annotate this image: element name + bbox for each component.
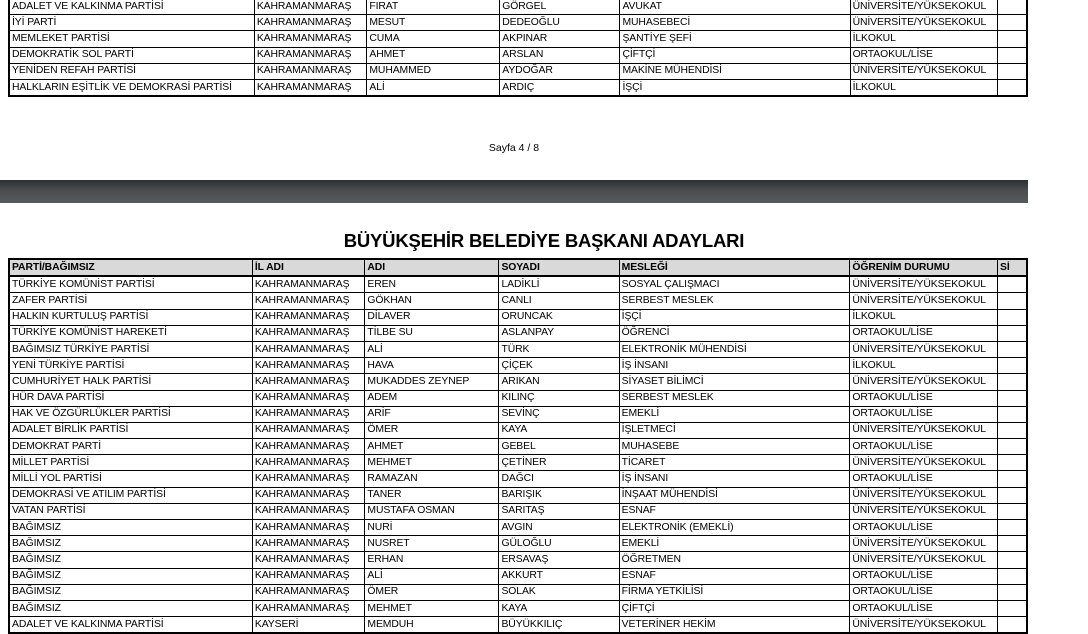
cell-extra <box>998 455 1028 471</box>
cell-party: BAĞIMSIZ <box>9 536 252 552</box>
table-row <box>9 390 1027 406</box>
cell-education: ORTAOKUL/LİSE <box>850 325 998 341</box>
cell-first-name: RAMAZAN <box>365 471 499 487</box>
table-row <box>9 487 1027 503</box>
cell-province: KAHRAMANMARAŞ <box>252 422 365 438</box>
cell-extra <box>998 79 1027 96</box>
cell-education: ÜNİVERSİTE/YÜKSEKOKUL <box>850 15 998 31</box>
cell-education: ÜNİVERSİTE/YÜKSEKOKUL <box>850 374 998 390</box>
cell-province: KAHRAMANMARAŞ <box>252 584 365 600</box>
cell-first-name: ALİ <box>367 79 500 96</box>
cell-party: BAĞIMSIZ <box>9 584 252 600</box>
cell-extra <box>998 47 1027 63</box>
table-row <box>9 15 1027 31</box>
cell-occupation: EMEKLİ <box>619 406 850 422</box>
cell-last-name: AVGIN <box>499 520 619 536</box>
cell-last-name: AKPINAR <box>500 31 620 47</box>
header-first-name: ADI <box>365 259 499 276</box>
cell-occupation: MAKİNE MÜHENDİSİ <box>620 63 850 79</box>
cell-province: KAHRAMANMARAŞ <box>254 79 367 96</box>
cell-party: ZAFER PARTİSİ <box>9 293 252 309</box>
header-province: İL ADI <box>252 259 365 276</box>
cell-last-name: KILINÇ <box>499 390 619 406</box>
cell-last-name: ÇİÇEK <box>499 358 619 374</box>
cell-province: KAYSERİ <box>252 617 365 634</box>
cell-party: BAĞIMSIZ <box>9 552 252 568</box>
cell-last-name: SOLAK <box>499 584 619 600</box>
cell-last-name: BÜYÜKKILIÇ <box>499 617 619 634</box>
cell-province: KAHRAMANMARAŞ <box>252 358 365 374</box>
cell-province: KAHRAMANMARAŞ <box>252 293 365 309</box>
candidates-table-continued <box>8 0 1028 97</box>
cell-party: İYİ PARTİ <box>9 15 254 31</box>
cell-party: DEMOKRATİK SOL PARTİ <box>9 47 254 63</box>
cell-occupation: EMEKLİ <box>619 536 850 552</box>
cell-last-name: AYDOĞAR <box>500 63 620 79</box>
cell-education: ORTAOKUL/LİSE <box>850 520 998 536</box>
cell-first-name: MEHMET <box>365 455 499 471</box>
cell-education: ÜNİVERSİTE/YÜKSEKOKUL <box>850 293 998 309</box>
cell-occupation: ELEKTRONİK (EMEKLİ) <box>619 520 850 536</box>
cell-party: TÜRKİYE KOMÜNİST HAREKETİ <box>9 325 252 341</box>
header-last-name: SOYADI <box>499 259 619 276</box>
cell-last-name: ARDIÇ <box>500 79 620 96</box>
table-row <box>9 536 1027 552</box>
cell-province: KAHRAMANMARAŞ <box>252 309 365 325</box>
cell-last-name: ARSLAN <box>500 47 620 63</box>
cell-last-name: SARITAŞ <box>499 503 619 519</box>
cell-province: KAHRAMANMARAŞ <box>252 439 365 455</box>
cell-first-name: MUHAMMED <box>367 63 500 79</box>
cell-occupation: ÇİFTÇİ <box>620 47 850 63</box>
cell-occupation: İŞ İNSANI <box>619 358 850 374</box>
cell-first-name: ADEM <box>365 390 499 406</box>
cell-occupation: SERBEST MESLEK <box>619 390 850 406</box>
table-row <box>9 47 1027 63</box>
cell-education: ORTAOKUL/LİSE <box>850 406 998 422</box>
cell-first-name: TANER <box>365 487 499 503</box>
cell-party: TÜRKİYE KOMÜNİST PARTİSİ <box>9 276 252 293</box>
cell-extra <box>998 406 1028 422</box>
table-header-row <box>9 259 1027 276</box>
cell-first-name: DİLAVER <box>365 309 499 325</box>
cell-extra <box>998 325 1028 341</box>
header-truncated: Sİ <box>998 259 1028 276</box>
cell-province: KAHRAMANMARAŞ <box>252 374 365 390</box>
cell-first-name: MUKADDES ZEYNEP <box>365 374 499 390</box>
cell-occupation: ÇİFTÇİ <box>619 600 850 616</box>
table-row <box>9 439 1027 455</box>
table-body <box>9 0 1027 96</box>
table-row <box>9 341 1027 357</box>
cell-education: ORTAOKUL/LİSE <box>850 390 998 406</box>
cell-occupation: ÖĞRENCİ <box>619 325 850 341</box>
cell-education: İLKOKUL <box>850 31 998 47</box>
cell-occupation: İŞ İNSANI <box>619 471 850 487</box>
cell-occupation: İŞLETMECİ <box>619 422 850 438</box>
cell-extra <box>998 617 1028 634</box>
cell-extra <box>998 341 1028 357</box>
table-row <box>9 584 1027 600</box>
cell-province: KAHRAMANMARAŞ <box>252 390 365 406</box>
cell-party: ADALET BİRLİK PARTİSİ <box>9 422 252 438</box>
table-row <box>9 293 1027 309</box>
cell-occupation: SİYASET BİLİMCİ <box>619 374 850 390</box>
header-party: PARTİ/BAĞIMSIZ <box>9 259 252 276</box>
cell-extra <box>998 439 1028 455</box>
table-row <box>9 276 1027 293</box>
table-row <box>9 406 1027 422</box>
cell-occupation: İŞÇİ <box>620 79 850 96</box>
cell-first-name: EREN <box>365 276 499 293</box>
cell-first-name: ARİF <box>365 406 499 422</box>
cell-extra <box>998 536 1028 552</box>
cell-extra <box>998 487 1028 503</box>
cell-last-name: GEBEL <box>499 439 619 455</box>
table-row <box>9 503 1027 519</box>
cell-party: DEMOKRAT PARTİ <box>9 439 252 455</box>
page-number: Sayfa 4 / 8 <box>488 142 540 154</box>
cell-last-name: DEDEOĞLU <box>500 15 620 31</box>
cell-first-name: ALİ <box>365 341 499 357</box>
cell-province: KAHRAMANMARAŞ <box>254 15 367 31</box>
cell-extra <box>998 520 1028 536</box>
cell-first-name: MESUT <box>367 15 500 31</box>
header-education: ÖĞRENİM DURUMU <box>850 259 998 276</box>
cell-education: ÜNİVERSİTE/YÜKSEKOKUL <box>850 63 998 79</box>
cell-education: ÜNİVERSİTE/YÜKSEKOKUL <box>850 341 998 357</box>
cell-extra <box>998 276 1028 293</box>
cell-province: KAHRAMANMARAŞ <box>252 536 365 552</box>
cell-extra <box>998 422 1028 438</box>
table-row <box>9 309 1027 325</box>
cell-education: ÜNİVERSİTE/YÜKSEKOKUL <box>850 552 998 568</box>
cell-first-name: AHMET <box>365 439 499 455</box>
cell-occupation: TİCARET <box>619 455 850 471</box>
cell-extra <box>998 15 1027 31</box>
table-row <box>9 600 1027 616</box>
cell-first-name: FIRAT <box>367 0 500 15</box>
cell-last-name: BARIŞIK <box>499 487 619 503</box>
cell-extra <box>998 600 1028 616</box>
cell-party: ADALET VE KALKINMA PARTİSİ <box>9 0 254 15</box>
cell-occupation: FİRMA YETKİLİSİ <box>619 584 850 600</box>
cell-province: KAHRAMANMARAŞ <box>252 455 365 471</box>
table-row <box>9 455 1027 471</box>
cell-first-name: MUSTAFA OSMAN <box>365 503 499 519</box>
cell-party: MİLLİ YOL PARTİSİ <box>9 471 252 487</box>
cell-education: ÜNİVERSİTE/YÜKSEKOKUL <box>850 617 998 634</box>
cell-province: KAHRAMANMARAŞ <box>252 552 365 568</box>
cell-province: KAHRAMANMARAŞ <box>252 406 365 422</box>
table-row <box>9 374 1027 390</box>
cell-last-name: LADİKLİ <box>499 276 619 293</box>
table-row <box>9 63 1027 79</box>
cell-province: KAHRAMANMARAŞ <box>252 325 365 341</box>
cell-last-name: KAYA <box>499 422 619 438</box>
cell-last-name: KAYA <box>499 600 619 616</box>
cell-last-name: GÖRGEL <box>500 0 620 15</box>
cell-extra <box>998 503 1028 519</box>
table-row <box>9 520 1027 536</box>
table-row <box>9 471 1027 487</box>
cell-occupation: ÖĞRETMEN <box>619 552 850 568</box>
cell-education: ÜNİVERSİTE/YÜKSEKOKUL <box>850 487 998 503</box>
cell-province: KAHRAMANMARAŞ <box>252 568 365 584</box>
cell-occupation: ESNAF <box>619 568 850 584</box>
cell-extra <box>998 293 1028 309</box>
cell-extra <box>998 31 1027 47</box>
cell-party: YENİ TÜRKİYE PARTİSİ <box>9 358 252 374</box>
cell-last-name: ÇETİNER <box>499 455 619 471</box>
cell-province: KAHRAMANMARAŞ <box>254 63 367 79</box>
cell-extra <box>998 390 1028 406</box>
cell-occupation: AVUKAT <box>620 0 850 15</box>
table-row <box>9 568 1027 584</box>
cell-party: BAĞIMSIZ TÜRKİYE PARTİSİ <box>9 341 252 357</box>
cell-province: KAHRAMANMARAŞ <box>252 471 365 487</box>
cell-party: ADALET VE KALKINMA PARTİSİ <box>9 617 252 634</box>
cell-last-name: ASLANPAY <box>499 325 619 341</box>
cell-education: ORTAOKUL/LİSE <box>850 568 998 584</box>
cell-province: KAHRAMANMARAŞ <box>252 276 365 293</box>
cell-party: CUMHURİYET HALK PARTİSİ <box>9 374 252 390</box>
cell-province: KAHRAMANMARAŞ <box>254 0 367 15</box>
cell-party: HÜR DAVA PARTİSİ <box>9 390 252 406</box>
cell-province: KAHRAMANMARAŞ <box>252 520 365 536</box>
table-row <box>9 79 1027 96</box>
cell-occupation: SOSYAL ÇALIŞMACI <box>619 276 850 293</box>
cell-last-name: ARIKAN <box>499 374 619 390</box>
cell-education: ÜNİVERSİTE/YÜKSEKOKUL <box>850 503 998 519</box>
header-occupation: MESLEĞİ <box>619 259 850 276</box>
cell-education: İLKOKUL <box>850 79 998 96</box>
cell-extra <box>998 63 1027 79</box>
table-row <box>9 617 1027 634</box>
cell-last-name: GÜLOĞLU <box>499 536 619 552</box>
cell-occupation: MUHASEBE <box>619 439 850 455</box>
cell-last-name: CANLI <box>499 293 619 309</box>
cell-extra <box>998 471 1028 487</box>
pdf-page-4 <box>0 0 1028 180</box>
cell-first-name: NUSRET <box>365 536 499 552</box>
cell-extra <box>998 568 1028 584</box>
cell-education: ÜNİVERSİTE/YÜKSEKOKUL <box>850 536 998 552</box>
cell-first-name: ERHAN <box>365 552 499 568</box>
cell-education: İLKOKUL <box>850 358 998 374</box>
cell-party: HALKLARIN EŞİTLİK VE DEMOKRASİ PARTİSİ <box>9 79 254 96</box>
cell-first-name: MEMDUH <box>365 617 499 634</box>
cell-occupation: ESNAF <box>619 503 850 519</box>
cell-province: KAHRAMANMARAŞ <box>254 31 367 47</box>
cell-first-name: ÖMER <box>365 584 499 600</box>
metropolitan-mayor-candidates-table <box>8 258 1028 634</box>
cell-extra <box>998 358 1028 374</box>
cell-party: MİLLET PARTİSİ <box>9 455 252 471</box>
cell-education: ORTAOKUL/LİSE <box>850 47 998 63</box>
page-separator <box>0 180 1028 203</box>
cell-occupation: ELEKTRONİK MÜHENDİSİ <box>619 341 850 357</box>
pdf-page-5 <box>0 203 1028 630</box>
cell-extra <box>998 0 1027 15</box>
cell-extra <box>998 309 1028 325</box>
cell-occupation: İŞÇİ <box>619 309 850 325</box>
cell-first-name: ÖMER <box>365 422 499 438</box>
cell-extra <box>998 584 1028 600</box>
cell-first-name: MEHMET <box>365 600 499 616</box>
cell-party: BAĞIMSIZ <box>9 520 252 536</box>
cell-province: KAHRAMANMARAŞ <box>252 487 365 503</box>
cell-education: ORTAOKUL/LİSE <box>850 600 998 616</box>
table-body <box>9 276 1027 633</box>
cell-party: YENİDEN REFAH PARTİSİ <box>9 63 254 79</box>
cell-party: HALKIN KURTULUŞ PARTİSİ <box>9 309 252 325</box>
cell-province: KAHRAMANMARAŞ <box>252 503 365 519</box>
cell-occupation: MUHASEBECİ <box>620 15 850 31</box>
cell-last-name: AKKURT <box>499 568 619 584</box>
cell-occupation: VETERİNER HEKİM <box>619 617 850 634</box>
cell-occupation: SERBEST MESLEK <box>619 293 850 309</box>
cell-education: İLKOKUL <box>850 309 998 325</box>
table-row <box>9 0 1027 15</box>
cell-education: ORTAOKUL/LİSE <box>850 471 998 487</box>
cell-education: ORTAOKUL/LİSE <box>850 439 998 455</box>
cell-province: KAHRAMANMARAŞ <box>252 341 365 357</box>
cell-occupation: ŞANTİYE ŞEFİ <box>620 31 850 47</box>
cell-occupation: İNŞAAT MÜHENDİSİ <box>619 487 850 503</box>
cell-party: DEMOKRASİ VE ATILIM PARTİSİ <box>9 487 252 503</box>
cell-education: ORTAOKUL/LİSE <box>850 584 998 600</box>
cell-last-name: ERSAVAŞ <box>499 552 619 568</box>
cell-first-name: AHMET <box>367 47 500 63</box>
cell-party: VATAN PARTİSİ <box>9 503 252 519</box>
cell-party: BAĞIMSIZ <box>9 600 252 616</box>
cell-first-name: GÖKHAN <box>365 293 499 309</box>
cell-party: MEMLEKET PARTİSİ <box>9 31 254 47</box>
cell-first-name: TİLBE SU <box>365 325 499 341</box>
cell-last-name: TÜRK <box>499 341 619 357</box>
table-row <box>9 325 1027 341</box>
section-title: BÜYÜKŞEHİR BELEDİYE BAŞKANI ADAYLARI <box>343 230 745 251</box>
table-row <box>9 552 1027 568</box>
cell-last-name: ORUNCAK <box>499 309 619 325</box>
cell-province: KAHRAMANMARAŞ <box>254 47 367 63</box>
cell-extra <box>998 374 1028 390</box>
cell-extra <box>998 552 1028 568</box>
table-row <box>9 358 1027 374</box>
table-row <box>9 422 1027 438</box>
cell-last-name: SEVİNÇ <box>499 406 619 422</box>
cell-education: ÜNİVERSİTE/YÜKSEKOKUL <box>850 455 998 471</box>
cell-party: HAK VE ÖZGÜRLÜKLER PARTİSİ <box>9 406 252 422</box>
cell-first-name: NURİ <box>365 520 499 536</box>
cell-education: ÜNİVERSİTE/YÜKSEKOKUL <box>850 276 998 293</box>
cell-first-name: ALİ <box>365 568 499 584</box>
cell-province: KAHRAMANMARAŞ <box>252 600 365 616</box>
cell-party: BAĞIMSIZ <box>9 568 252 584</box>
cell-first-name: CUMA <box>367 31 500 47</box>
cell-last-name: DAĞCI <box>499 471 619 487</box>
cell-education: ÜNİVERSİTE/YÜKSEKOKUL <box>850 0 998 15</box>
cell-first-name: HAVA <box>365 358 499 374</box>
table-row <box>9 31 1027 47</box>
cell-education: ÜNİVERSİTE/YÜKSEKOKUL <box>850 422 998 438</box>
